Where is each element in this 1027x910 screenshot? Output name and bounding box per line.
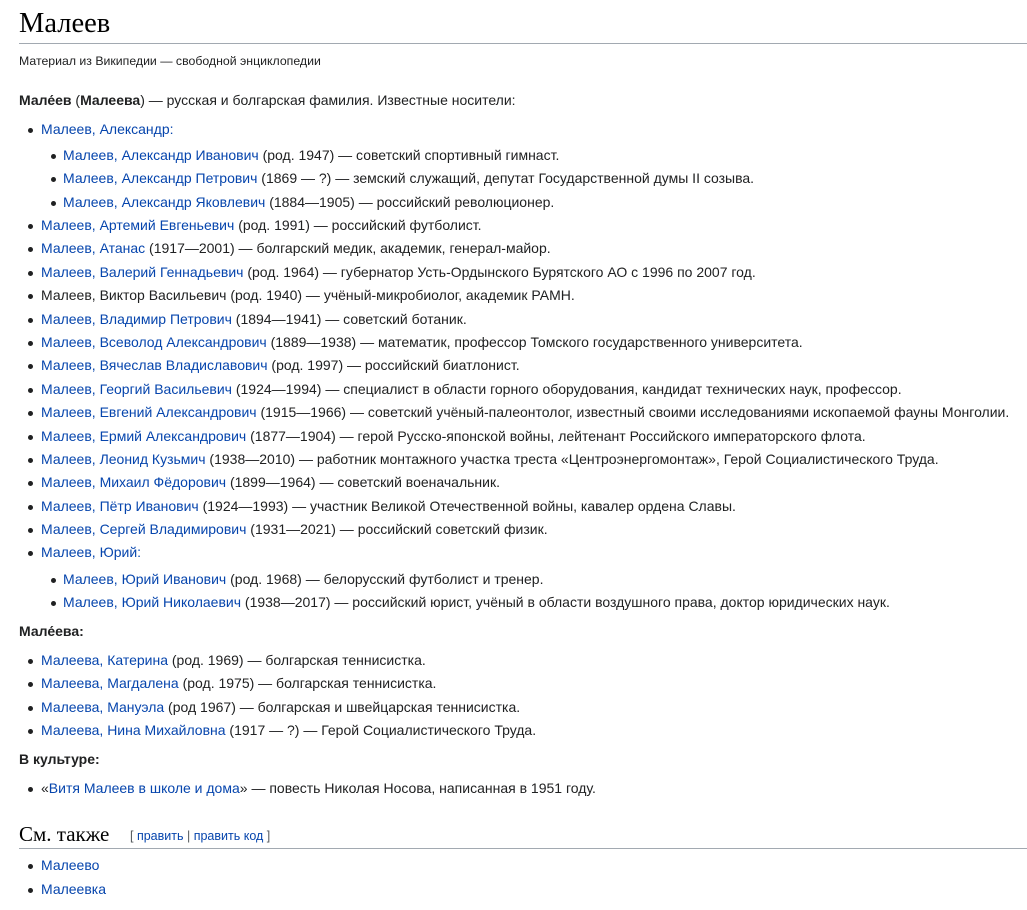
edit-separator: | <box>183 829 194 843</box>
bullet <box>28 505 33 510</box>
person-description: (род. 1975) — болгарская теннисистка. <box>178 675 437 691</box>
list-item <box>41 262 756 282</box>
book-description: » — повесть Николая Носова, написанная в 1951 году. <box>239 780 596 796</box>
bullet <box>51 578 56 583</box>
list-item <box>63 192 554 212</box>
person-description: (1889—1938) — математик, профессор Томского государственного университета. <box>266 334 803 350</box>
person-link[interactable]: Малеева, Магдалена <box>41 675 179 691</box>
list-item <box>41 720 536 740</box>
edit-source-link[interactable]: править код <box>193 829 264 843</box>
quote-open: « <box>41 780 49 796</box>
list-item <box>41 426 866 446</box>
bullet <box>28 435 33 440</box>
person-link[interactable]: Малеев, Михаил Фёдорович <box>41 474 227 490</box>
person-description: (род. 1940) — учёный-микробиолог, академик РАМН. <box>226 287 575 303</box>
intro-bold-female-surname: Малеева <box>80 92 141 108</box>
bullet <box>28 706 33 711</box>
culture-heading <box>19 749 100 769</box>
section-divider <box>19 848 1027 849</box>
list-item <box>41 379 902 399</box>
edit-section-links <box>130 828 270 844</box>
bullet <box>28 551 33 556</box>
person-description: (1899—1964) — советский военачальник. <box>226 474 500 490</box>
person-link[interactable]: Малеев, Всеволод Александрович <box>41 334 267 350</box>
title-divider <box>19 43 1027 44</box>
list-item-yuriy-group <box>41 542 141 562</box>
list-item <box>63 569 543 589</box>
bullet <box>28 787 33 792</box>
intro-open-paren: ( <box>71 92 81 108</box>
person-description: (1938—2010) — работник монтажного участка треста «Центроэнергомонтаж», Герой Социалистического Труда. <box>205 451 939 467</box>
bullet <box>28 128 33 133</box>
person-description: (род 1967) — болгарская и швейцарская теннисистка. <box>164 699 521 715</box>
intro-bold-surname: Мале́ев <box>19 92 72 108</box>
list-item <box>63 168 754 188</box>
female-heading <box>19 621 84 641</box>
bullet <box>28 224 33 229</box>
list-item <box>41 449 939 469</box>
person-description: (род. 1991) — российский футболист. <box>234 217 482 233</box>
person-link[interactable]: Малеева, Мануэла <box>41 699 165 715</box>
bullet <box>51 154 56 159</box>
colon: : <box>169 121 174 137</box>
list-item <box>41 332 803 352</box>
section-heading-see-also: См. также <box>19 822 110 846</box>
list-item <box>41 355 520 375</box>
see-also-link[interactable]: Малеевка <box>41 881 107 897</box>
person-link[interactable]: Малеева, Нина Михайловна <box>41 722 226 738</box>
person-description: (1938—2017) — российский юрист, учёный в области воздушного права, доктор юридических наук. <box>241 594 890 610</box>
bullet <box>51 601 56 606</box>
person-link[interactable]: Малеев, Леонид Кузьмич <box>41 451 206 467</box>
person-link[interactable]: Малеев, Пётр Иванович <box>41 498 199 514</box>
person-link[interactable]: Малеев, Георгий Васильевич <box>41 381 232 397</box>
list-item <box>41 697 520 717</box>
list-item <box>63 145 559 165</box>
person-description: (1917—2001) — болгарский медик, академик, генерал-майор. <box>145 240 551 256</box>
person-description: (1924—1993) — участник Великой Отечественной войны, кавалер ордена Славы. <box>198 498 736 514</box>
tagline: Материал из Википедии — свободной энциклопедии <box>19 54 321 68</box>
bullet <box>28 411 33 416</box>
bullet <box>28 318 33 323</box>
list-item <box>41 650 426 670</box>
list-item <box>41 472 500 492</box>
person-description: (1924—1994) — специалист в области горного оборудования, кандидат технических наук, профессор. <box>231 381 902 397</box>
bullet <box>28 528 33 533</box>
see-also-link[interactable]: Малеево <box>41 857 100 873</box>
intro-paragraph <box>19 90 516 110</box>
bullet <box>28 341 33 346</box>
person-description: (1917 — ?) — Герой Социалистического Труда. <box>225 722 537 738</box>
bullet <box>28 481 33 486</box>
bullet <box>28 247 33 252</box>
person-description: (род. 1964) — губернатор Усть-Ордынского Бурятского АО с 1996 по 2007 год. <box>243 264 756 280</box>
list-item <box>41 673 436 693</box>
edit-bracket-close: ] <box>263 829 271 843</box>
person-description: (1884—1905) — российский революционер. <box>265 194 555 210</box>
person-link[interactable]: Малеева, Катерина <box>41 652 168 668</box>
person-link[interactable]: Малеев, Александр Иванович <box>63 147 259 163</box>
person-link[interactable]: Малеев, Александр Яковлевич <box>63 194 266 210</box>
bullet <box>28 388 33 393</box>
person-link[interactable]: Малеев, Юрий Иванович <box>63 571 227 587</box>
bullet <box>28 729 33 734</box>
bullet <box>28 294 33 299</box>
page-title: Малеев <box>19 8 111 39</box>
person-link[interactable]: Малеев, Александр Петрович <box>63 170 258 186</box>
person-description: (род. 1947) — советский спортивный гимнаст. <box>258 147 560 163</box>
bullet <box>28 271 33 276</box>
bullet <box>51 201 56 206</box>
bullet <box>28 682 33 687</box>
list-item-aleksandr-group <box>41 119 174 139</box>
culture-heading-text: В культуре: <box>19 751 100 767</box>
person-link[interactable]: Малеев, Юрий Николаевич <box>63 594 242 610</box>
bullet <box>28 458 33 463</box>
person-link[interactable]: Малеев, Сергей Владимирович <box>41 521 247 537</box>
person-link[interactable]: Малеев, Евгений Александрович <box>41 404 257 420</box>
list-item <box>41 879 106 899</box>
bullet <box>51 177 56 182</box>
person-link[interactable]: Малеев, Владимир Петрович <box>41 311 232 327</box>
female-heading-text: Мале́ева: <box>19 623 84 639</box>
list-item <box>63 592 890 612</box>
link-yuriy-disambig[interactable]: Малеев, Юрий <box>41 544 138 560</box>
person-description: (род. 1969) — болгарская теннисистка. <box>168 652 426 668</box>
bullet <box>28 659 33 664</box>
intro-text: ) — русская и болгарская фамилия. Известные носители: <box>140 92 516 108</box>
edit-link[interactable]: править <box>136 829 184 843</box>
list-item <box>41 285 575 305</box>
list-item <box>41 496 736 516</box>
list-item <box>41 238 551 258</box>
person-description: (род. 1968) — белорусский футболист и тренер. <box>226 571 544 587</box>
person-description: (1877—1904) — герой Русско-японской войны, лейтенант Российского императорского флота. <box>246 428 866 444</box>
link-aleksandr-disambig[interactable]: Малеев, Александр <box>41 121 170 137</box>
person-link[interactable]: Малеев, Вячеслав Владиславович <box>41 357 268 373</box>
person-link[interactable]: Малеев, Артемий Евгеньевич <box>41 217 235 233</box>
person-link[interactable]: Малеев, Валерий Геннадьевич <box>41 264 244 280</box>
bullet <box>28 888 33 893</box>
person-description: (род. 1997) — российский биатлонист. <box>267 357 520 373</box>
list-item <box>41 402 1009 422</box>
person-description: (1894—1941) — советский ботаник. <box>231 311 467 327</box>
colon: : <box>137 544 142 560</box>
bullet <box>28 364 33 369</box>
list-item <box>41 309 467 329</box>
person-link[interactable]: Малеев, Атанас <box>41 240 146 256</box>
person-link[interactable]: Малеев, Виктор Васильевич <box>41 287 227 303</box>
list-item <box>41 215 482 235</box>
list-item-culture <box>41 778 596 798</box>
book-link[interactable]: Витя Малеев в школе и дома <box>48 780 240 796</box>
bullet <box>28 864 33 869</box>
person-description: (1915—1966) — советский учёный-палеонтолог, известный своими исследованиями ископаемой фауны Монголии. <box>256 404 1010 420</box>
list-item <box>41 855 99 875</box>
person-link[interactable]: Малеев, Ермий Александрович <box>41 428 247 444</box>
list-item <box>41 519 548 539</box>
edit-bracket-open: [ <box>130 829 137 843</box>
person-description: (1931—2021) — российский советский физик. <box>246 521 548 537</box>
person-description: (1869 — ?) — земский служащий, депутат Государственной думы II созыва. <box>257 170 755 186</box>
